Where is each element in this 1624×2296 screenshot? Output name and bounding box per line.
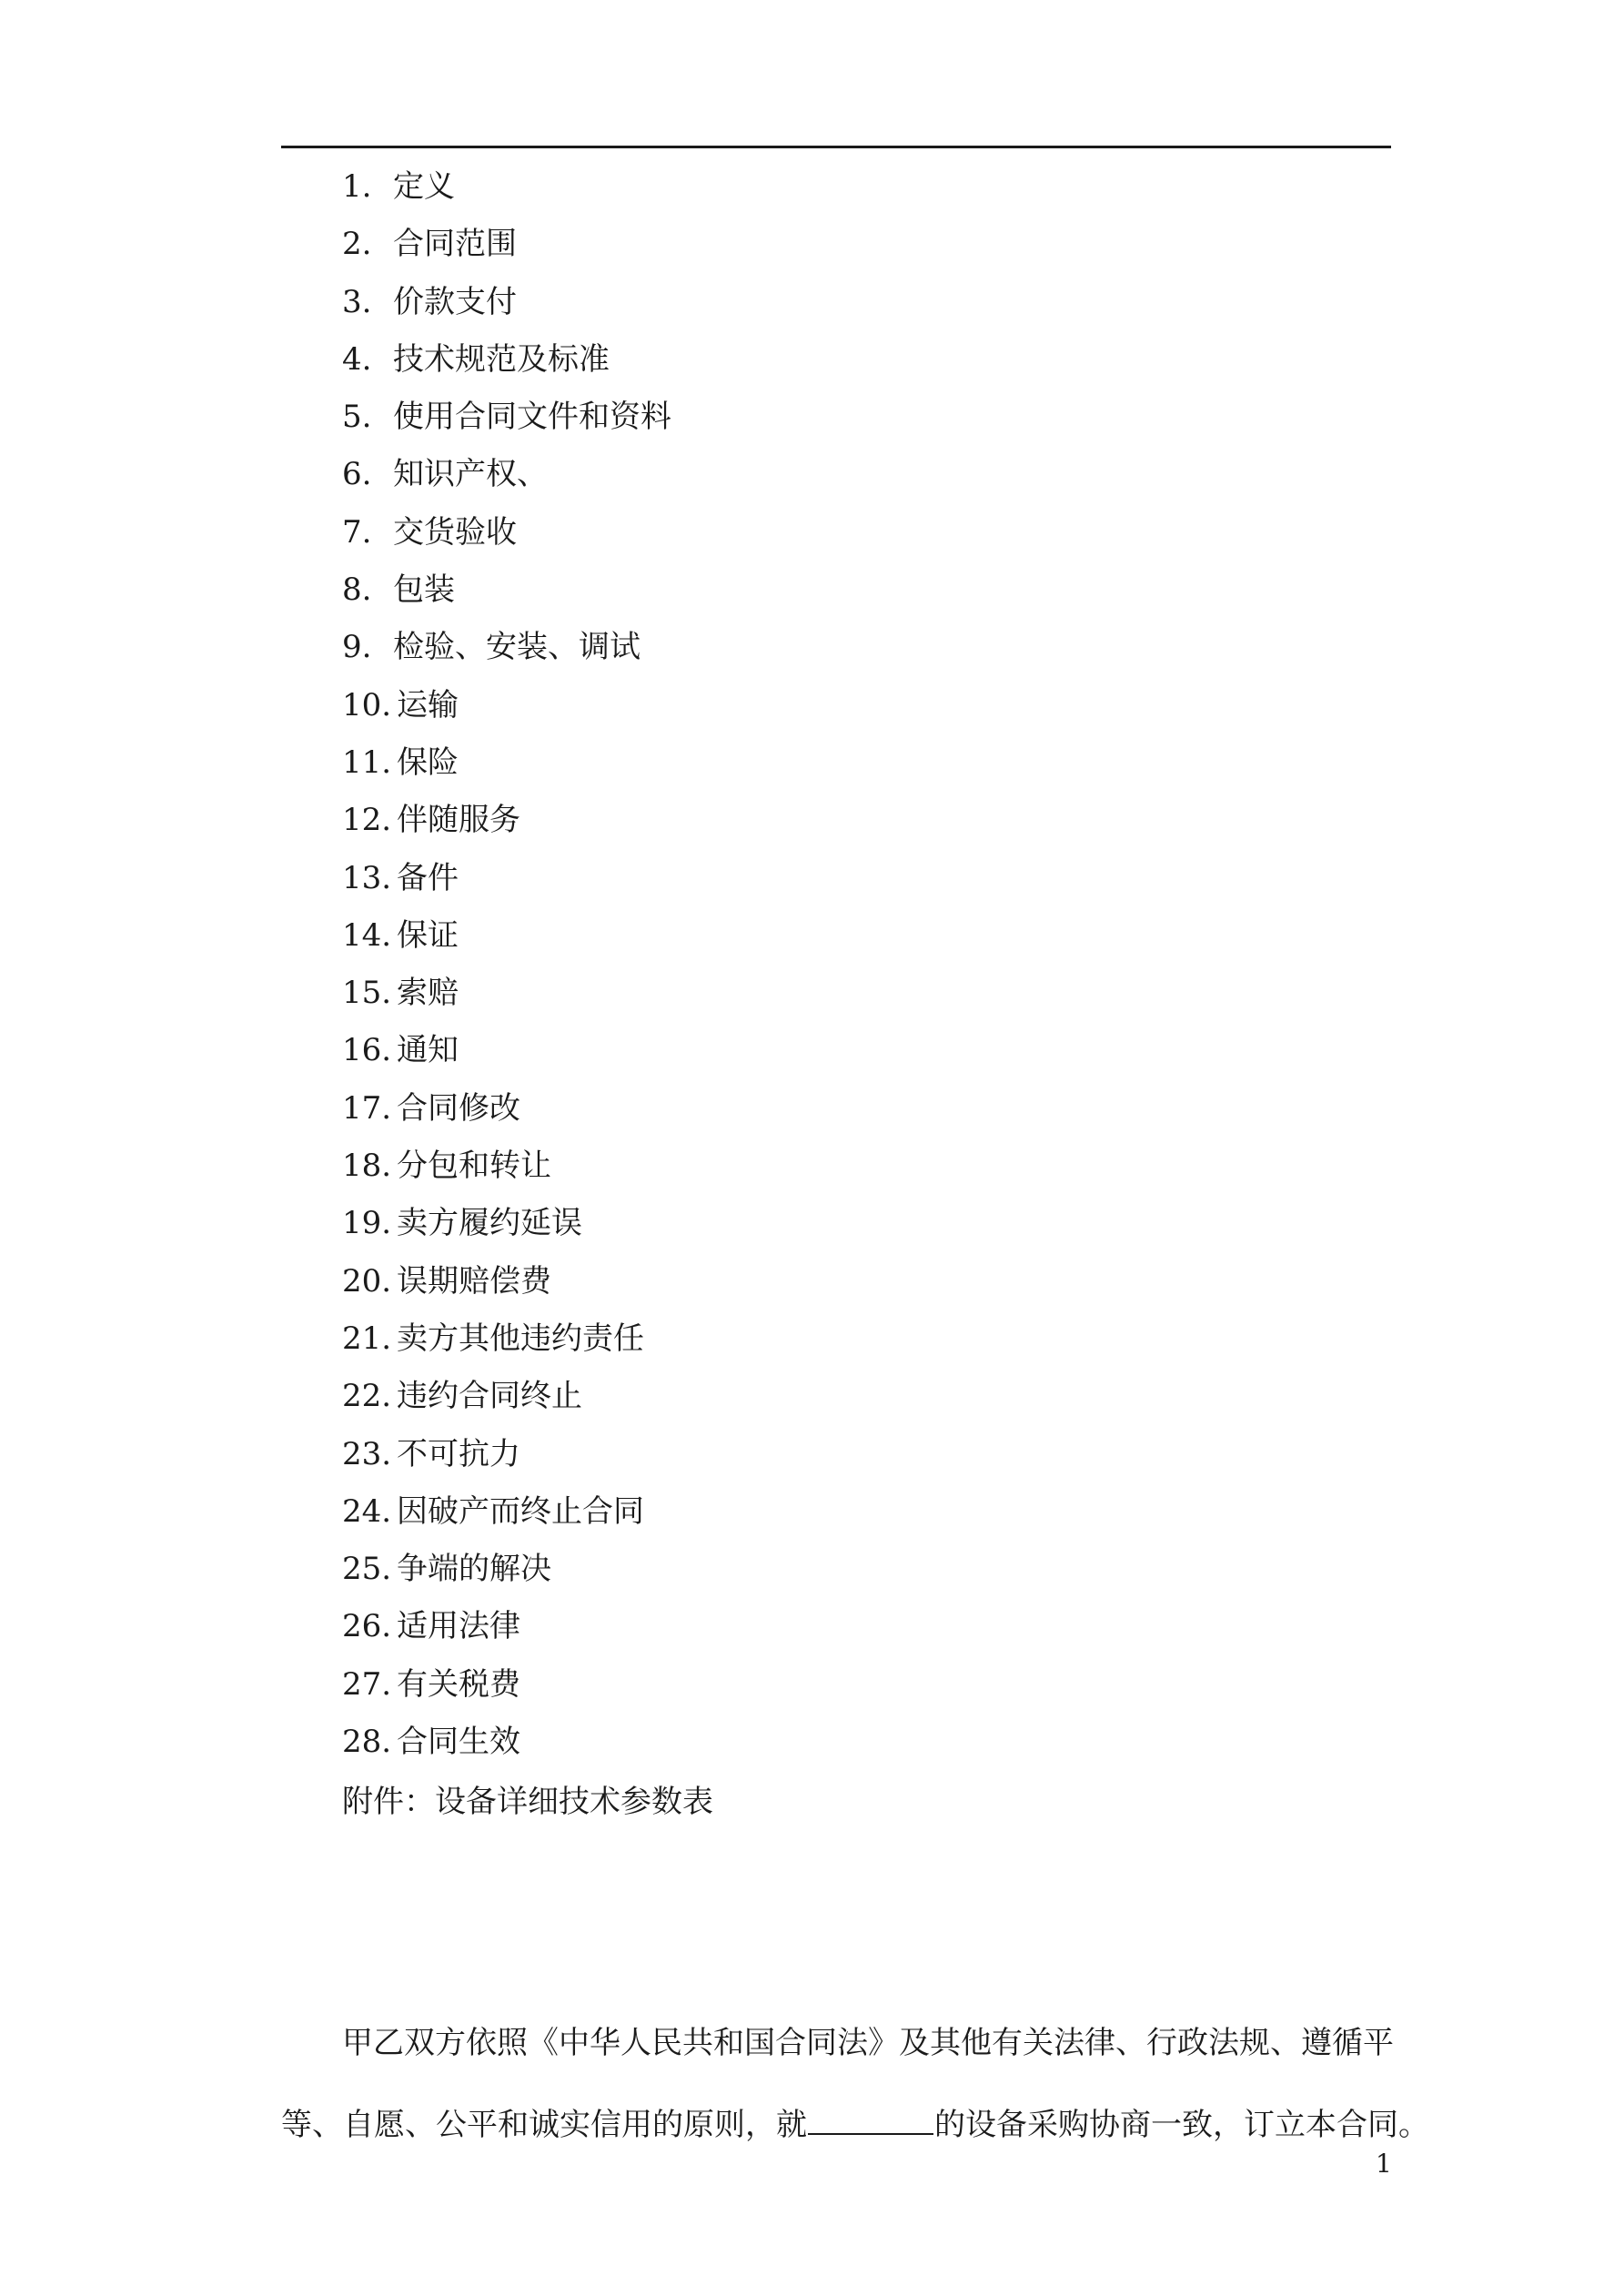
- toc-item-title: 违约合同终止: [397, 1378, 582, 1415]
- toc-item-title: 通知: [397, 1032, 459, 1069]
- toc-item: [342, 907, 1343, 965]
- toc-item-title: 知识产权、: [393, 456, 548, 493]
- toc-item-title: 误期赔偿费: [397, 1262, 551, 1300]
- toc-item-title: 伴随服务: [397, 802, 520, 839]
- toc-item-title: 卖方履约延误: [397, 1205, 582, 1242]
- page-number: 1: [1376, 2149, 1392, 2179]
- preamble-line-2: [281, 2098, 1429, 2152]
- toc-item: [342, 1310, 1343, 1368]
- toc-item-title: 保险: [397, 743, 459, 781]
- toc-item-number: 26.: [342, 1608, 392, 1645]
- toc-item-number: 19.: [342, 1205, 392, 1242]
- toc-item-title: 不可抗力: [397, 1435, 520, 1472]
- toc-item-title: 价款支付: [393, 283, 517, 320]
- toc-item-title: 分包和转让: [397, 1148, 551, 1185]
- toc-item: [342, 1253, 1343, 1310]
- toc-item-number: 24.: [342, 1492, 392, 1530]
- toc-item-title: 合同范围: [393, 226, 517, 263]
- toc-item: [342, 389, 1343, 446]
- preamble-line-1: 甲乙双方依照《中华人民共和国合同法》及其他有关法律、行政法规、遵循平: [342, 2025, 1394, 2061]
- toc-item-number: 4.: [342, 340, 372, 378]
- toc-item-number: 11.: [342, 743, 392, 781]
- toc-item-title: 卖方其他违约责任: [397, 1320, 644, 1357]
- toc-item-title: 使用合同文件和资料: [393, 399, 671, 436]
- attachment-label: 附件：设备详细技术参数表: [342, 1784, 713, 1820]
- toc-item: [342, 1080, 1343, 1138]
- toc-item-number: 12.: [342, 802, 392, 839]
- toc-item-number: 1.: [342, 168, 372, 205]
- toc-item-number: 14.: [342, 916, 392, 954]
- toc-item: [342, 1656, 1343, 1714]
- toc-item: [342, 1022, 1343, 1079]
- toc-item: [342, 619, 1343, 676]
- toc-item: [342, 1714, 1343, 1771]
- toc-item: [342, 274, 1343, 331]
- preamble-text-after-blank: 的设备采购协商一致，订立本合同。: [934, 2107, 1429, 2143]
- toc-item-number: 9.: [342, 629, 372, 666]
- toc-item-number: 18.: [342, 1148, 392, 1185]
- toc-item: [342, 504, 1343, 561]
- toc-item: [342, 1368, 1343, 1425]
- toc-item: [342, 1598, 1343, 1655]
- toc-item: [342, 677, 1343, 734]
- toc-item-title: 适用法律: [397, 1608, 520, 1645]
- toc-item: [342, 1541, 1343, 1598]
- toc-item-number: 25.: [342, 1551, 392, 1588]
- toc-item-title: 定义: [393, 168, 455, 205]
- toc-item-number: 7.: [342, 513, 372, 551]
- toc-item-number: 3.: [342, 283, 372, 320]
- toc-item-title: 备件: [397, 859, 459, 896]
- toc-item-number: 22.: [342, 1378, 392, 1415]
- fill-in-blank: [808, 2106, 933, 2135]
- toc-item-number: 23.: [342, 1435, 392, 1472]
- header-rule: [281, 146, 1391, 148]
- toc-item-title: 包装: [393, 571, 455, 609]
- toc-item-number: 28.: [342, 1724, 392, 1761]
- toc-item-title: 索赔: [397, 975, 459, 1012]
- preamble-text-before-blank: 等、自愿、公平和诚实信用的原则，就: [281, 2107, 807, 2143]
- toc-item-number: 10.: [342, 686, 392, 723]
- toc-item: [342, 446, 1343, 503]
- toc-item-title: 技术规范及标准: [393, 340, 610, 378]
- table-of-contents: [342, 158, 1343, 1771]
- toc-item-number: 2.: [342, 226, 372, 263]
- toc-item-title: 争端的解决: [397, 1551, 551, 1588]
- toc-item-number: 5.: [342, 399, 372, 436]
- toc-item-title: 保证: [397, 916, 459, 954]
- toc-item: [342, 1483, 1343, 1541]
- toc-item-number: 8.: [342, 571, 372, 609]
- toc-item-number: 21.: [342, 1320, 392, 1357]
- toc-item-title: 交货验收: [393, 513, 517, 551]
- toc-item-number: 13.: [342, 859, 392, 896]
- toc-item: [342, 1426, 1343, 1483]
- toc-item: [342, 1195, 1343, 1252]
- toc-item-title: 运输: [397, 686, 459, 723]
- toc-item: [342, 561, 1343, 619]
- toc-item-number: 6.: [342, 456, 372, 493]
- toc-item: [342, 792, 1343, 849]
- toc-item-number: 17.: [342, 1089, 392, 1127]
- toc-item-title: 检验、安装、调试: [393, 629, 641, 666]
- toc-item: [342, 331, 1343, 389]
- toc-item-title: 合同修改: [397, 1089, 520, 1127]
- toc-item-title: 有关税费: [397, 1665, 520, 1703]
- toc-item: [342, 734, 1343, 792]
- toc-item-number: 27.: [342, 1665, 392, 1703]
- toc-item: [342, 850, 1343, 907]
- toc-item-number: 15.: [342, 975, 392, 1012]
- toc-item-number: 16.: [342, 1032, 392, 1069]
- toc-item: [342, 965, 1343, 1022]
- toc-item: [342, 1138, 1343, 1195]
- toc-item-number: 20.: [342, 1262, 392, 1300]
- toc-item: [342, 158, 1343, 216]
- toc-item-title: 因破产而终止合同: [397, 1492, 644, 1530]
- toc-item-title: 合同生效: [397, 1724, 520, 1761]
- toc-item: [342, 216, 1343, 273]
